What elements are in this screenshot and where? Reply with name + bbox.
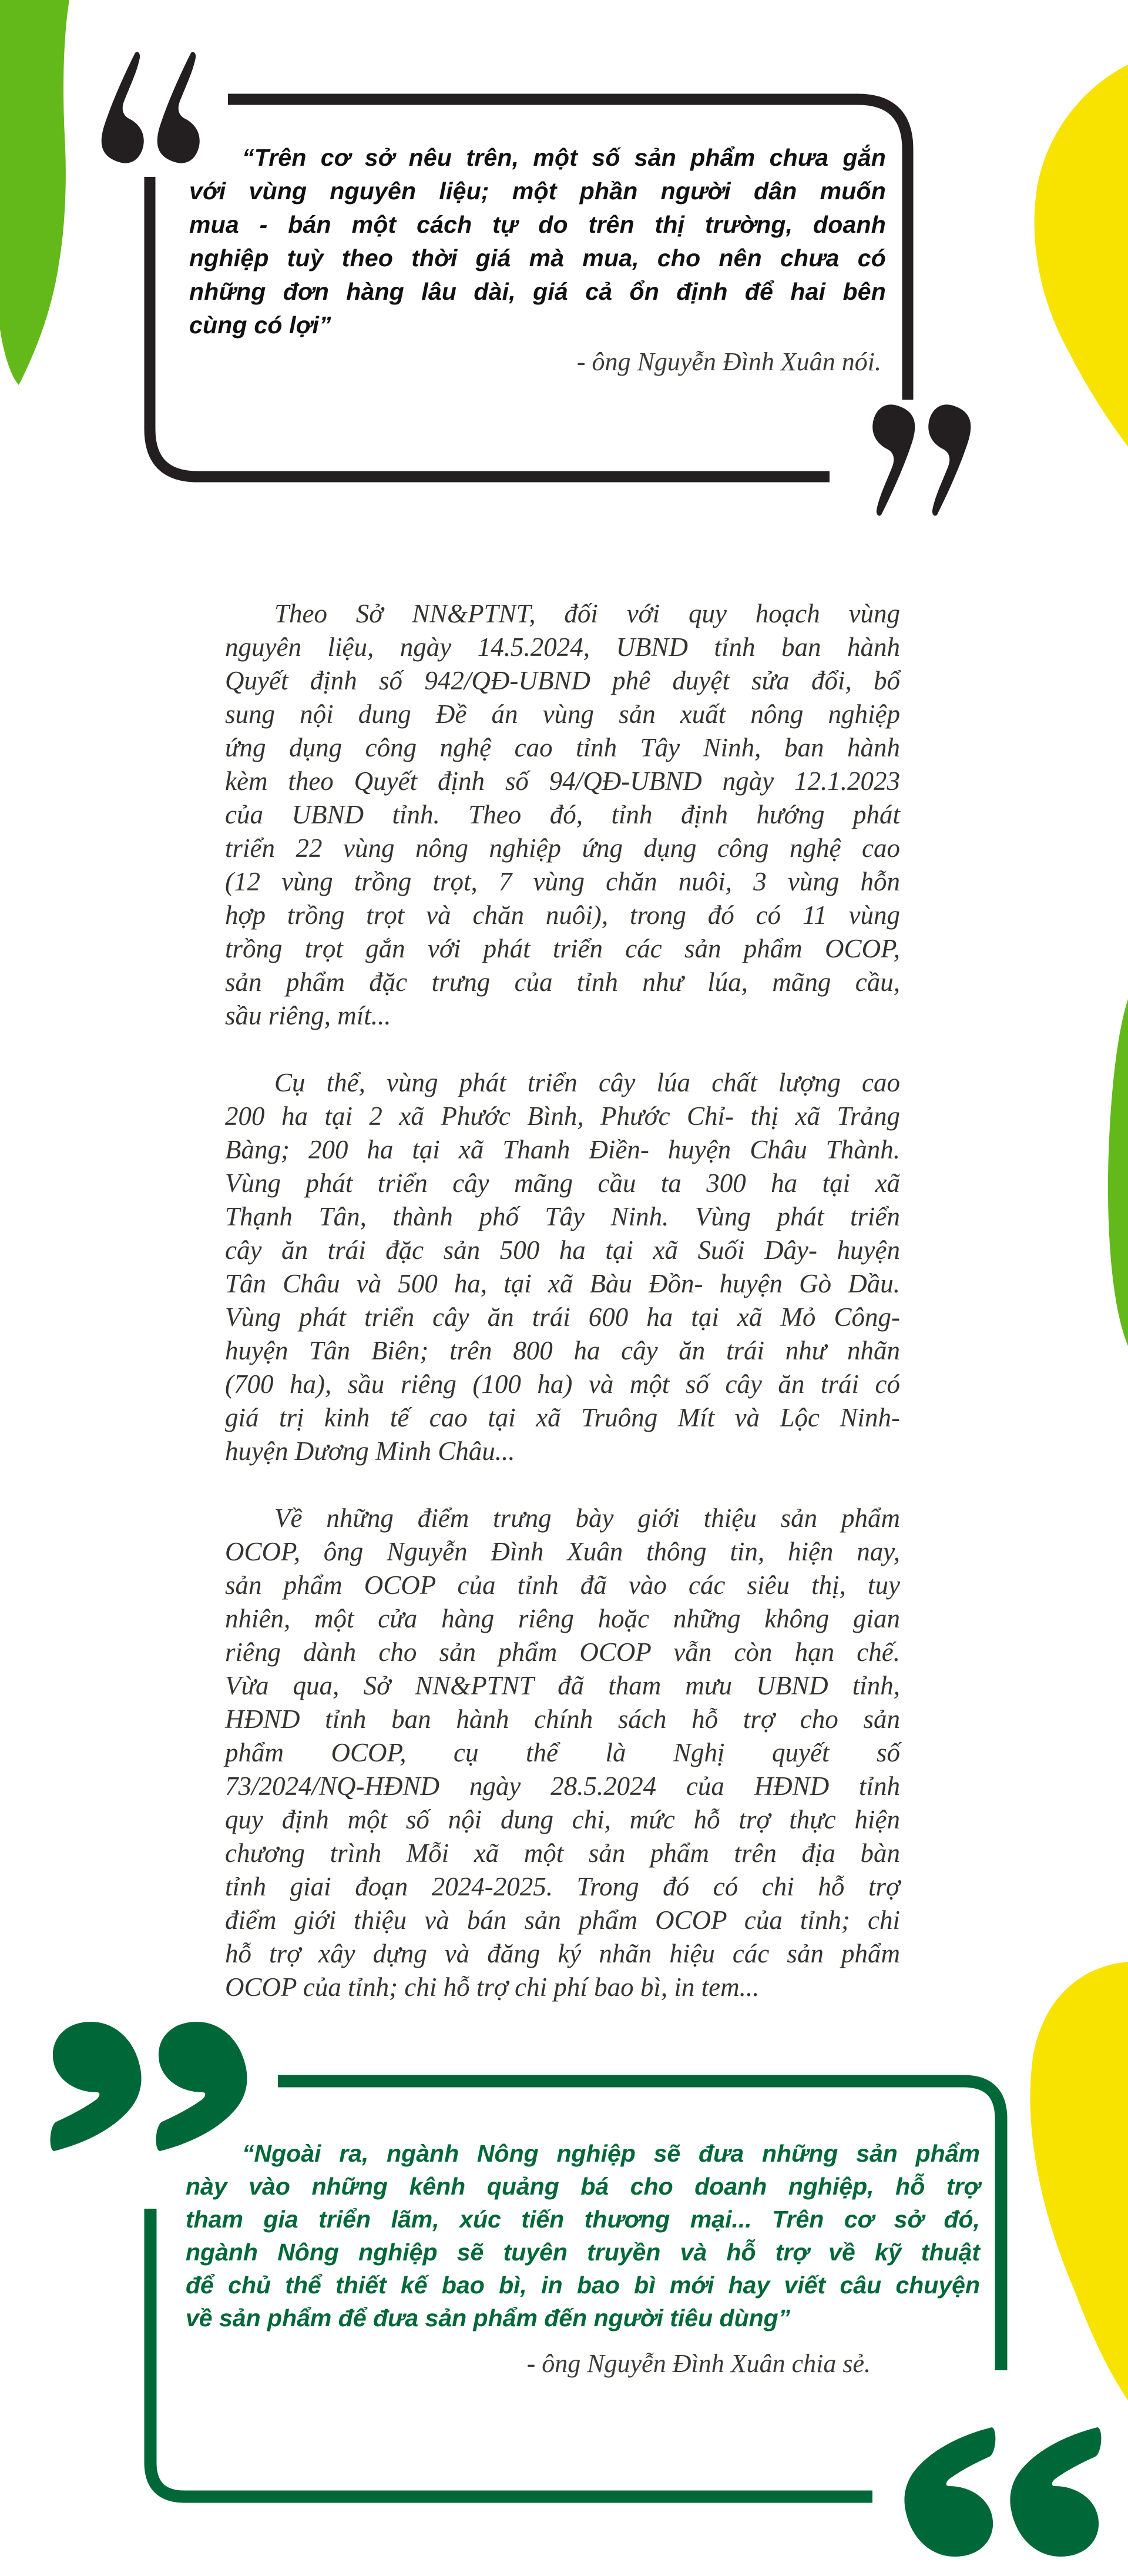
- paragraph-line: phẩm OCOP, cụ thể là Nghị quyết số: [225, 1738, 900, 1767]
- green-right-double-quote-icon: [51, 2022, 247, 2151]
- quote-bottom-line: về sản phẩm để đưa sản phẩm đến người tiêu dùng”: [186, 2304, 791, 2332]
- paragraph-line: Tân Châu và 500 ha, tại xã Bàu Đồn- huyện Gò Dầu.: [225, 1269, 900, 1298]
- paragraph-line: nhiên, một cửa hàng riêng hoặc những không gian: [225, 1604, 900, 1633]
- paragraph: [225, 1502, 900, 2004]
- paragraph: [225, 1066, 900, 1468]
- paragraph-line: 200 ha tại 2 xã Phước Bình, Phước Chỉ- thị xã Trảng: [225, 1101, 900, 1131]
- green-leaf-shape-right: [1108, 999, 1128, 1346]
- green-left-double-quote-icon: [904, 2427, 1101, 2557]
- paragraph: [225, 597, 900, 1033]
- paragraph-line: Cụ thể, vùng phát triển cây lúa chất lượng cao: [274, 1068, 900, 1097]
- paragraph-line: ứng dụng công nghệ cao tỉnh Tây Ninh, ban hành: [225, 733, 900, 762]
- paragraph-line: điểm giới thiệu và bán sản phẩm OCOP của tỉnh; chi: [225, 1905, 900, 1935]
- quote-bottom-line: tham gia triển lãm, xúc tiến thương mại... Trên cơ sở đó,: [186, 2206, 980, 2233]
- left-double-quote-icon: [102, 52, 200, 163]
- yellow-blob-top-right: [1035, 65, 1128, 447]
- paragraph-line: triển 22 vùng nông nghiệp ứng dụng công nghệ cao: [225, 833, 900, 863]
- paragraph-line: (12 vùng trồng trọt, 7 vùng chăn nuôi, 3 vùng hỗn: [225, 867, 900, 896]
- paragraph-line: huyện Tân Biên; trên 800 ha cây ăn trái như nhãn: [225, 1336, 900, 1365]
- paragraph-line: chương trình Mỗi xã một sản phẩm trên địa bàn: [225, 1838, 900, 1868]
- paragraph-line: Về những điểm trưng bày giới thiệu sản phẩm: [274, 1503, 900, 1533]
- green-leaf-shape-top-left: [0, 0, 69, 385]
- article-body: [225, 597, 900, 2038]
- paragraph-line: HĐND tỉnh ban hành chính sách hỗ trợ cho sản: [225, 1704, 900, 1734]
- pull-quote-bottom: [186, 2137, 980, 2334]
- paragraph-line: kèm theo Quyết định số 94/QĐ-UBND ngày 12.1.2023: [225, 766, 900, 796]
- paragraph-line: sản phẩm đặc trưng của tỉnh như lúa, mãng cầu,: [225, 967, 900, 997]
- quote-top-line: với vùng nguyên liệu; một phần người dân muốn: [189, 177, 886, 205]
- paragraph-line: OCOP, ông Nguyễn Đình Xuân thông tin, hiện nay,: [225, 1537, 900, 1566]
- paragraph-line: giá trị kinh tế cao tại xã Truông Mít và Lộc Ninh-: [225, 1403, 900, 1432]
- paragraph-line: OCOP của tỉnh; chi hỗ trợ chi phí bao bì, in tem...: [225, 1972, 760, 2002]
- paragraph-line: sung nội dung Đề án vùng sản xuất nông nghiệp: [225, 699, 900, 729]
- paragraph-line: sản phẩm OCOP của tỉnh đã vào các siêu thị, tuy: [225, 1570, 900, 1600]
- paragraph-line: Vừa qua, Sở NN&PTNT đã tham mưu UBND tỉnh,: [225, 1671, 900, 1700]
- quote-top-attribution: - ông Nguyễn Đình Xuân nói.: [576, 347, 881, 376]
- paragraph-line: tỉnh giai đoạn 2024-2025. Trong đó có chi hỗ trợ: [225, 1872, 900, 1901]
- quote-top-line: cùng có lợi”: [189, 311, 331, 339]
- quote-bottom-line: “Ngoài ra, ngành Nông nghiệp sẽ đưa những sản phẩm: [242, 2140, 980, 2167]
- quote-bottom-line: này vào những kênh quảng bá cho doanh nghiệp, hỗ trợ: [186, 2173, 980, 2200]
- quote-top-line: những đơn hàng lâu dài, giá cả ổn định để hai bên: [189, 278, 886, 305]
- paragraph-line: Theo Sở NN&PTNT, đối với quy hoạch vùng: [274, 599, 900, 628]
- paragraph-line: nguyên liệu, ngày 14.5.2024, UBND tỉnh ban hành: [225, 632, 900, 662]
- paragraph-line: hỗ trợ xây dựng và đăng ký nhãn hiệu các sản phẩm: [225, 1939, 900, 1968]
- paragraph-line: Vùng phát triển cây mãng cầu ta 300 ha tại xã: [225, 1168, 900, 1198]
- paragraph-line: cây ăn trái đặc sản 500 ha tại xã Suối Dây- huyện: [225, 1235, 900, 1265]
- pull-quote-top: [189, 141, 886, 342]
- paragraph-line: của UBND tỉnh. Theo đó, tỉnh định hướng phát: [225, 800, 900, 829]
- quote-bottom-attribution: - ông Nguyễn Đình Xuân chia sẻ.: [526, 2349, 871, 2378]
- paragraph-line: riêng dành cho sản phẩm OCOP vẫn còn hạn chế.: [225, 1637, 900, 1667]
- quote-top-line: mua - bán một cách tự do trên thị trường, doanh: [189, 211, 886, 238]
- paragraph-line: quy định một số nội dung chi, mức hỗ trợ thực hiện: [225, 1805, 900, 1834]
- paragraph-line: hợp trồng trọt và chăn nuôi), trong đó có 11 vùng: [225, 900, 900, 930]
- paragraph-line: Thạnh Tân, thành phố Tây Ninh. Vùng phát triển: [225, 1202, 900, 1231]
- paragraph-line: 73/2024/NQ-HĐND ngày 28.5.2024 của HĐND tỉnh: [225, 1771, 900, 1801]
- right-double-quote-icon: [872, 404, 971, 515]
- yellow-blob-bottom-right: [1030, 1962, 1128, 2400]
- quote-top-line: “Trên cơ sở nêu trên, một số sản phẩm chưa gắn: [242, 144, 886, 171]
- quote-bottom-line: để chủ thể thiết kế bao bì, in bao bì mới hay viết câu chuyện: [186, 2272, 980, 2299]
- paragraph-line: Quyết định số 942/QĐ-UBND phê duyệt sửa đổi, bổ: [225, 666, 900, 695]
- paragraph-line: (700 ha), sầu riêng (100 ha) và một số cây ăn trái có: [225, 1369, 900, 1399]
- paragraph-line: Bàng; 200 ha tại xã Thanh Điền- huyện Châu Thành.: [225, 1135, 900, 1164]
- paragraph-line: huyện Dương Minh Châu...: [225, 1436, 515, 1466]
- paragraph-line: sầu riêng, mít...: [225, 1001, 391, 1030]
- quote-bottom-line: ngành Nông nghiệp sẽ tuyên truyền và hỗ trợ về kỹ thuật: [186, 2239, 980, 2266]
- paragraph-line: Vùng phát triển cây ăn trái 600 ha tại xã Mỏ Công-: [225, 1302, 900, 1332]
- paragraph-line: trồng trọt gắn với phát triển các sản phẩm OCOP,: [225, 934, 900, 963]
- quote-top-line: nghiệp tuỳ theo thời giá mà mua, cho nên chưa có: [189, 244, 886, 272]
